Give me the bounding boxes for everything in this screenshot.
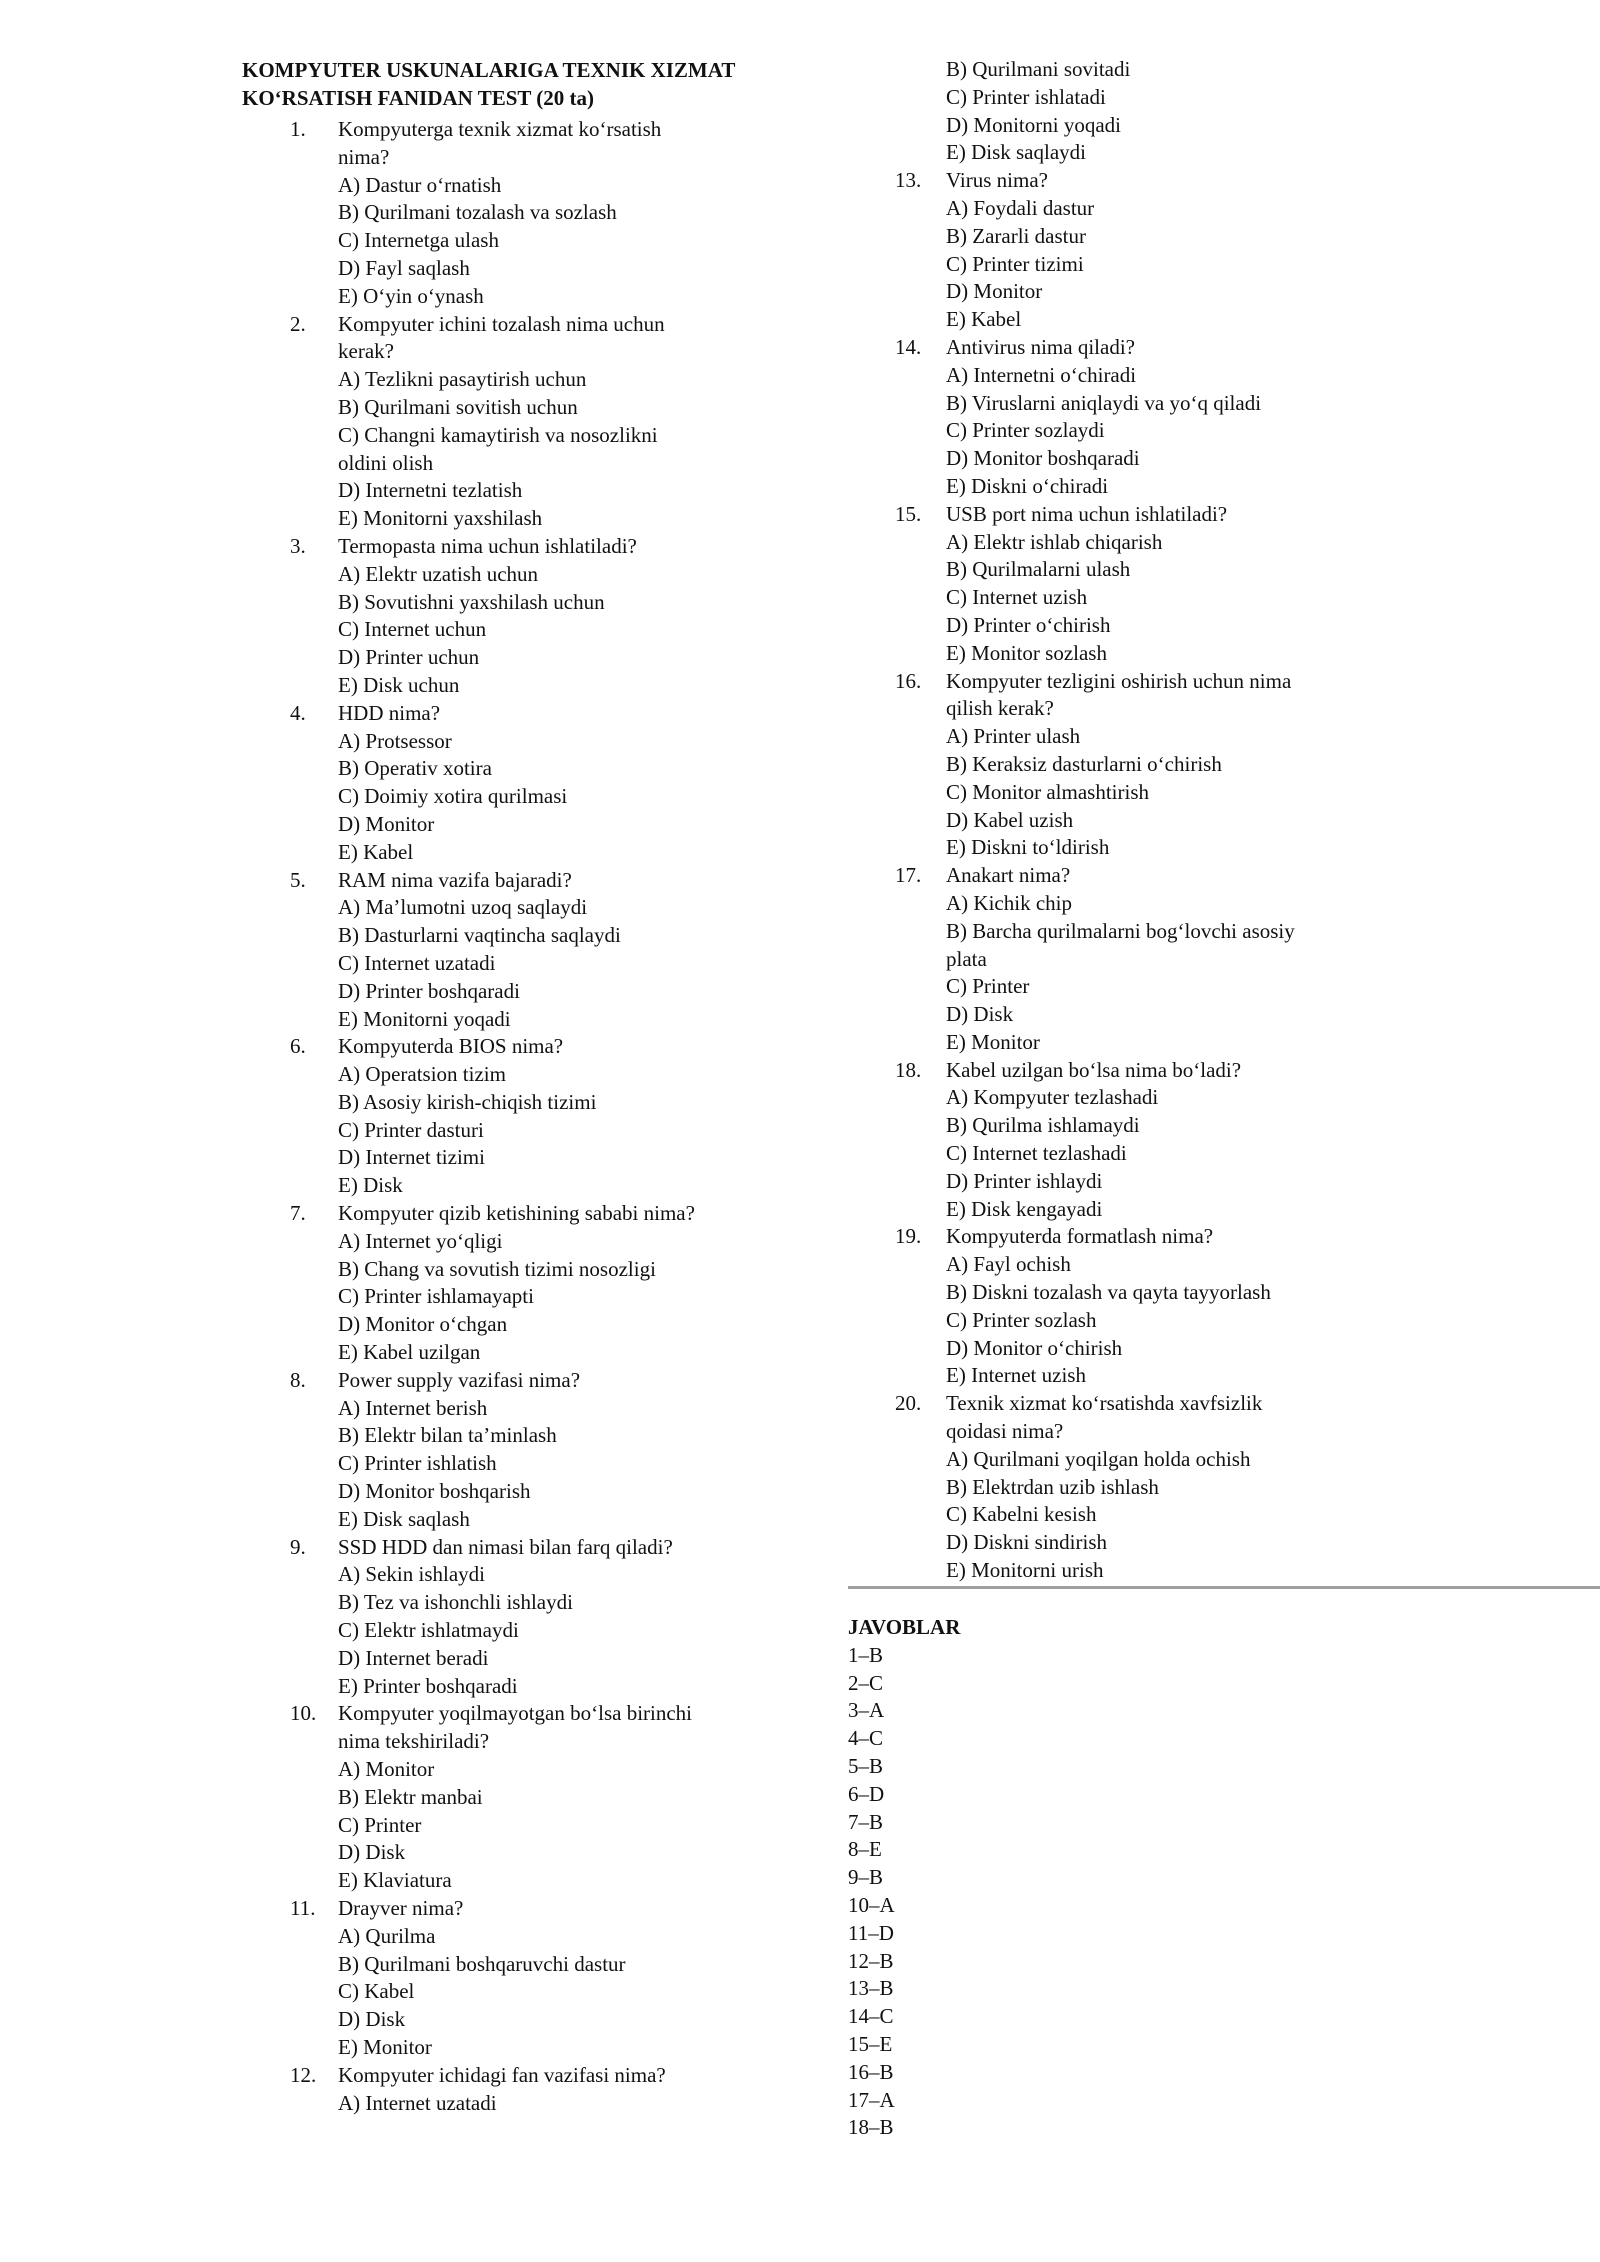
answer-option: C) Printer sozlaydi bbox=[946, 418, 1105, 443]
answer-key-item: 6–D bbox=[848, 1781, 885, 1806]
answer-option: D) Printer o‘chirish bbox=[946, 612, 1111, 637]
answer-option: B) Qurilma ishlamaydi bbox=[946, 1113, 1140, 1138]
answer-option: D) Monitorni yoqadi bbox=[946, 112, 1121, 137]
answer-option: C) Printer bbox=[338, 1812, 422, 1837]
answer-option: E) Monitor bbox=[946, 1029, 1040, 1054]
answer-option: D) Disk bbox=[946, 1002, 1014, 1027]
left-column bbox=[242, 56, 762, 2117]
question-item bbox=[242, 1700, 762, 1895]
answer-option: D) Internetni tezlatish bbox=[338, 478, 523, 503]
question-12-continued bbox=[848, 56, 1568, 167]
answer-option: B) Qurilmani boshqaruvchi dastur bbox=[338, 1951, 626, 1976]
question-item bbox=[242, 311, 762, 533]
answer-key-item: 12–B bbox=[848, 1948, 894, 1973]
question-item bbox=[242, 1534, 762, 1701]
question-text: SSD HDD dan nimasi bilan farq qiladi? bbox=[338, 1534, 673, 1559]
question-item bbox=[242, 533, 762, 700]
question-item bbox=[848, 167, 1568, 334]
answer-option: D) Monitor o‘chirish bbox=[946, 1335, 1123, 1360]
answer-option: A) Internetni o‘chiradi bbox=[946, 362, 1137, 387]
answer-option: C) Internet tezlashadi bbox=[946, 1141, 1127, 1166]
answer-option: E) Disk kengayadi bbox=[946, 1196, 1103, 1221]
answer-key-item: 16–B bbox=[848, 2059, 894, 2084]
right-column bbox=[848, 56, 1568, 1585]
answer-option: D) Monitor boshqarish bbox=[338, 1479, 531, 1504]
answer-option: A) Kompyuter tezlashadi bbox=[946, 1085, 1159, 1110]
answer-option: D) Disk bbox=[338, 2007, 406, 2032]
question-number: 10. bbox=[290, 1701, 317, 1726]
question-number: 5. bbox=[290, 867, 306, 892]
answer-key-item: 13–B bbox=[848, 1976, 894, 2001]
question-item bbox=[848, 862, 1568, 1057]
answer-option: A) Protsessor bbox=[338, 728, 452, 753]
answer-option: C) Printer bbox=[946, 974, 1030, 999]
answer-option: C) Printer ishlatish bbox=[338, 1451, 497, 1476]
question-text: Kabel uzilgan bo‘lsa nima bo‘ladi? bbox=[946, 1057, 1242, 1082]
answer-option: A) Printer ulash bbox=[946, 724, 1081, 749]
question-number: 11. bbox=[290, 1896, 316, 1920]
answer-option: B) Qurilmani sovitish uchun bbox=[338, 394, 578, 419]
question-item bbox=[242, 1895, 762, 2062]
answer-option: C) Kabelni kesish bbox=[946, 1502, 1097, 1527]
answer-option: A) Elektr uzatish uchun bbox=[338, 561, 539, 586]
answer-option: E) Monitorni yoqadi bbox=[338, 1006, 511, 1031]
answer-option: D) Diskni sindirish bbox=[946, 1530, 1108, 1555]
answer-option: B) Elektrdan uzib ishlash bbox=[946, 1474, 1159, 1499]
question-number: 14. bbox=[895, 334, 922, 359]
answer-option: C) Kabel bbox=[338, 1979, 415, 2004]
question-item bbox=[848, 1223, 1568, 1390]
question-number: 7. bbox=[290, 1201, 306, 1226]
question-number: 9. bbox=[290, 1534, 306, 1559]
answer-option: B) Viruslarni aniqlaydi va yo‘q qiladi bbox=[946, 390, 1262, 415]
answer-option: B) Barcha qurilmalarni bog‘lovchi asosiy bbox=[946, 918, 1295, 943]
answer-option: C) Monitor almashtirish bbox=[946, 779, 1149, 804]
question-number: 16. bbox=[895, 668, 922, 693]
answer-option: C) Printer ishlamayapti bbox=[338, 1284, 534, 1309]
answer-option: D) Printer uchun bbox=[338, 645, 480, 670]
question-number: 2. bbox=[290, 311, 306, 336]
answer-option: B) Qurilmalarni ulash bbox=[946, 557, 1131, 582]
answer-option: E) Kabel bbox=[946, 307, 1022, 332]
answer-option: E) Printer boshqaradi bbox=[338, 1673, 518, 1698]
question-number: 19. bbox=[895, 1224, 922, 1249]
question-number: 1. bbox=[290, 117, 306, 141]
answer-option: E) Monitorni urish bbox=[946, 1558, 1104, 1583]
question-item bbox=[848, 1390, 1568, 1585]
answer-key-item: 2–C bbox=[848, 1670, 884, 1695]
question-text: Kompyuterda formatlash nima? bbox=[946, 1224, 1214, 1249]
answer-option: E) Kabel bbox=[338, 839, 414, 864]
answer-option: D) Internet tizimi bbox=[338, 1145, 485, 1170]
answer-option: A) Qurilma bbox=[338, 1923, 436, 1948]
answer-key bbox=[848, 1614, 960, 2142]
answer-key-item: 7–B bbox=[848, 1809, 884, 1834]
answer-option: E) Diskni to‘ldirish bbox=[946, 835, 1110, 860]
answer-option: E) Internet uzish bbox=[946, 1363, 1086, 1388]
question-text: qoidasi nima? bbox=[946, 1419, 1064, 1444]
question-number: 3. bbox=[290, 533, 306, 558]
answer-option: D) Internet beradi bbox=[338, 1645, 489, 1670]
question-number: 15. bbox=[895, 501, 922, 526]
answer-option: B) Elektr bilan ta’minlash bbox=[338, 1423, 557, 1448]
answer-option: D) Monitor boshqaradi bbox=[946, 446, 1140, 471]
answer-option: B) Asosiy kirish-chiqish tizimi bbox=[338, 1089, 597, 1114]
question-number: 18. bbox=[895, 1057, 922, 1082]
answer-option: E) Klaviatura bbox=[338, 1868, 452, 1893]
answer-option: A) Internet uzatadi bbox=[338, 2090, 497, 2115]
answer-key-item: 18–B bbox=[848, 2115, 894, 2140]
question-number: 6. bbox=[290, 1034, 306, 1059]
question-list-left bbox=[242, 116, 762, 2117]
question-item bbox=[242, 700, 762, 867]
question-text: Kompyuter tezligini oshirish uchun nima bbox=[946, 668, 1292, 693]
answer-option: D) Monitor bbox=[338, 811, 435, 836]
question-item bbox=[242, 867, 762, 1034]
answer-key-item: 4–C bbox=[848, 1726, 884, 1751]
answer-option: E) Kabel uzilgan bbox=[338, 1340, 481, 1365]
question-text: HDD nima? bbox=[338, 700, 441, 725]
question-number: 8. bbox=[290, 1367, 306, 1392]
answer-option: E) O‘yin o‘ynash bbox=[338, 283, 484, 308]
answer-option: B) Diskni tozalash va qayta tayyorlash bbox=[946, 1280, 1271, 1305]
answer-option: D) Kabel uzish bbox=[946, 807, 1074, 832]
answer-key-item: 17–A bbox=[848, 2087, 895, 2112]
answer-option: C) Doimiy xotira qurilmasi bbox=[338, 784, 568, 809]
answer-option: E) Monitor bbox=[338, 2034, 432, 2059]
question-number: 17. bbox=[895, 863, 922, 888]
question-list-right bbox=[848, 167, 1568, 1585]
question-text: USB port nima uchun ishlatiladi? bbox=[946, 501, 1228, 526]
question-text: Kompyuter qizib ketishining sababi nima? bbox=[338, 1201, 695, 1226]
question-item bbox=[848, 334, 1568, 501]
answer-option: oldini olish bbox=[338, 450, 434, 475]
answer-option: E) Disk uchun bbox=[338, 672, 460, 697]
answer-option: E) Monitor sozlash bbox=[946, 640, 1107, 665]
question-number: 12. bbox=[290, 2062, 317, 2087]
horizontal-divider bbox=[848, 1586, 1600, 1589]
answer-option: E) Disk saqlash bbox=[338, 1506, 470, 1531]
question-number: 4. bbox=[290, 700, 306, 725]
answer-option: E) Disk saqlaydi bbox=[946, 140, 1086, 165]
question-text: Kompyuterga texnik xizmat ko‘rsatish bbox=[338, 117, 662, 141]
answer-option: C) Internet uchun bbox=[338, 617, 487, 642]
answer-key-item: 9–B bbox=[848, 1865, 884, 1890]
answer-key-item: 3–A bbox=[848, 1698, 885, 1723]
answer-option: A) Dastur o‘rnatish bbox=[338, 172, 502, 197]
answer-option: B) Sovutishni yaxshilash uchun bbox=[338, 589, 605, 614]
answer-option: E) Monitorni yaxshilash bbox=[338, 506, 543, 531]
answer-option: A) Monitor bbox=[338, 1757, 435, 1782]
answer-option: A) Internet berish bbox=[338, 1395, 488, 1420]
answer-option: C) Changni kamaytirish va nosozlikni bbox=[338, 422, 658, 447]
answer-option: A) Fayl ochish bbox=[946, 1252, 1071, 1277]
answer-option: D) Monitor bbox=[946, 279, 1043, 304]
answer-option: D) Printer boshqaradi bbox=[338, 978, 520, 1003]
question-item bbox=[242, 1033, 762, 1200]
answer-key-item: 15–E bbox=[848, 2031, 893, 2056]
question-text: nima tekshiriladi? bbox=[338, 1729, 490, 1754]
document-title: KOMPYUTER USKUNALARIGA TEXNIK XIZMAT KO‘RSATISH FANIDAN TEST (20 ta) bbox=[242, 58, 735, 110]
question-text: Kompyuter ichidagi fan vazifasi nima? bbox=[338, 2062, 666, 2087]
answer-option: A) Kichik chip bbox=[946, 890, 1072, 915]
answer-option: B) Chang va sovutish tizimi nosozligi bbox=[338, 1256, 656, 1281]
answer-option: A) Operatsion tizim bbox=[338, 1062, 506, 1087]
answer-option: A) Tezlikni pasaytirish uchun bbox=[338, 367, 587, 392]
question-text: kerak? bbox=[338, 339, 394, 364]
answer-option: B) Dasturlarni vaqtincha saqlaydi bbox=[338, 923, 621, 948]
answer-key-item: 10–A bbox=[848, 1892, 895, 1917]
question-item bbox=[848, 1057, 1568, 1224]
question-text: Power supply vazifasi nima? bbox=[338, 1367, 581, 1392]
answer-option: A) Sekin ishlaydi bbox=[338, 1562, 485, 1587]
answer-option: B) Keraksiz dasturlarni o‘chirish bbox=[946, 751, 1222, 776]
answer-key-item: 5–B bbox=[848, 1753, 884, 1778]
answer-option: A) Ma’lumotni uzoq saqlaydi bbox=[338, 895, 588, 920]
answer-option: C) Elektr ishlatmaydi bbox=[338, 1618, 519, 1643]
answer-key-item: 14–C bbox=[848, 2004, 894, 2029]
answer-option: E) Disk bbox=[338, 1173, 403, 1198]
question-item bbox=[242, 1367, 762, 1534]
answer-option: B) Operativ xotira bbox=[338, 756, 492, 781]
question-text: qilish kerak? bbox=[946, 696, 1054, 721]
answer-option: C) Printer tizimi bbox=[946, 251, 1084, 276]
question-text: Termopasta nima uchun ishlatiladi? bbox=[338, 533, 637, 558]
question-text: nima? bbox=[338, 144, 390, 169]
answer-option: C) Internet uzatadi bbox=[338, 950, 496, 975]
question-text: Antivirus nima qiladi? bbox=[946, 334, 1135, 359]
answer-option: A) Foydali dastur bbox=[946, 195, 1095, 220]
answers-heading: JAVOBLAR bbox=[848, 1615, 961, 1639]
question-text: Kompyuter yoqilmayotgan bo‘lsa birinchi bbox=[338, 1701, 693, 1726]
answer-option: A) Qurilmani yoqilgan holda ochish bbox=[946, 1446, 1251, 1471]
question-item bbox=[848, 501, 1568, 668]
question-text: Anakart nima? bbox=[946, 863, 1071, 888]
question-text: RAM nima vazifa bajaradi? bbox=[338, 867, 572, 892]
answer-option: C) Printer dasturi bbox=[338, 1117, 484, 1142]
answer-option: plata bbox=[946, 946, 987, 971]
question-item bbox=[242, 116, 762, 311]
question-item bbox=[848, 668, 1568, 863]
question-item bbox=[242, 2062, 762, 2118]
question-text: Kompyuter ichini tozalash nima uchun bbox=[338, 311, 665, 336]
answer-option: D) Fayl saqlash bbox=[338, 255, 470, 280]
answer-option: B) Qurilmani sovitadi bbox=[946, 57, 1131, 81]
answer-option: D) Printer ishlaydi bbox=[946, 1168, 1103, 1193]
question-text: Drayver nima? bbox=[338, 1896, 464, 1920]
answer-key-item: 8–E bbox=[848, 1837, 882, 1862]
answer-option: B) Qurilmani tozalash va sozlash bbox=[338, 200, 617, 225]
question-text: Virus nima? bbox=[946, 168, 1048, 193]
answer-option: C) Printer sozlash bbox=[946, 1307, 1097, 1332]
answer-option: B) Elektr manbai bbox=[338, 1784, 483, 1809]
answer-option: C) Printer ishlatadi bbox=[946, 84, 1106, 109]
question-number: 20. bbox=[895, 1391, 922, 1416]
answer-option: C) Internetga ulash bbox=[338, 228, 499, 253]
answer-key-item: 11–D bbox=[848, 1920, 894, 1945]
question-text: Texnik xizmat ko‘rsatishda xavfsizlik bbox=[946, 1391, 1263, 1416]
answer-option: A) Elektr ishlab chiqarish bbox=[946, 529, 1163, 554]
question-number: 13. bbox=[895, 168, 922, 193]
answer-option: A) Internet yo‘qligi bbox=[338, 1228, 503, 1253]
question-text: Kompyuterda BIOS nima? bbox=[338, 1034, 564, 1059]
answer-option: B) Tez va ishonchli ishlaydi bbox=[338, 1590, 573, 1615]
answer-option: B) Zararli dastur bbox=[946, 223, 1086, 248]
answer-option: C) Internet uzish bbox=[946, 585, 1088, 610]
answer-option: D) Monitor o‘chgan bbox=[338, 1312, 508, 1337]
answer-key-item: 1–B bbox=[848, 1642, 884, 1667]
answer-option: E) Diskni o‘chiradi bbox=[946, 473, 1109, 498]
question-item bbox=[242, 1200, 762, 1367]
answer-option: D) Disk bbox=[338, 1840, 406, 1865]
